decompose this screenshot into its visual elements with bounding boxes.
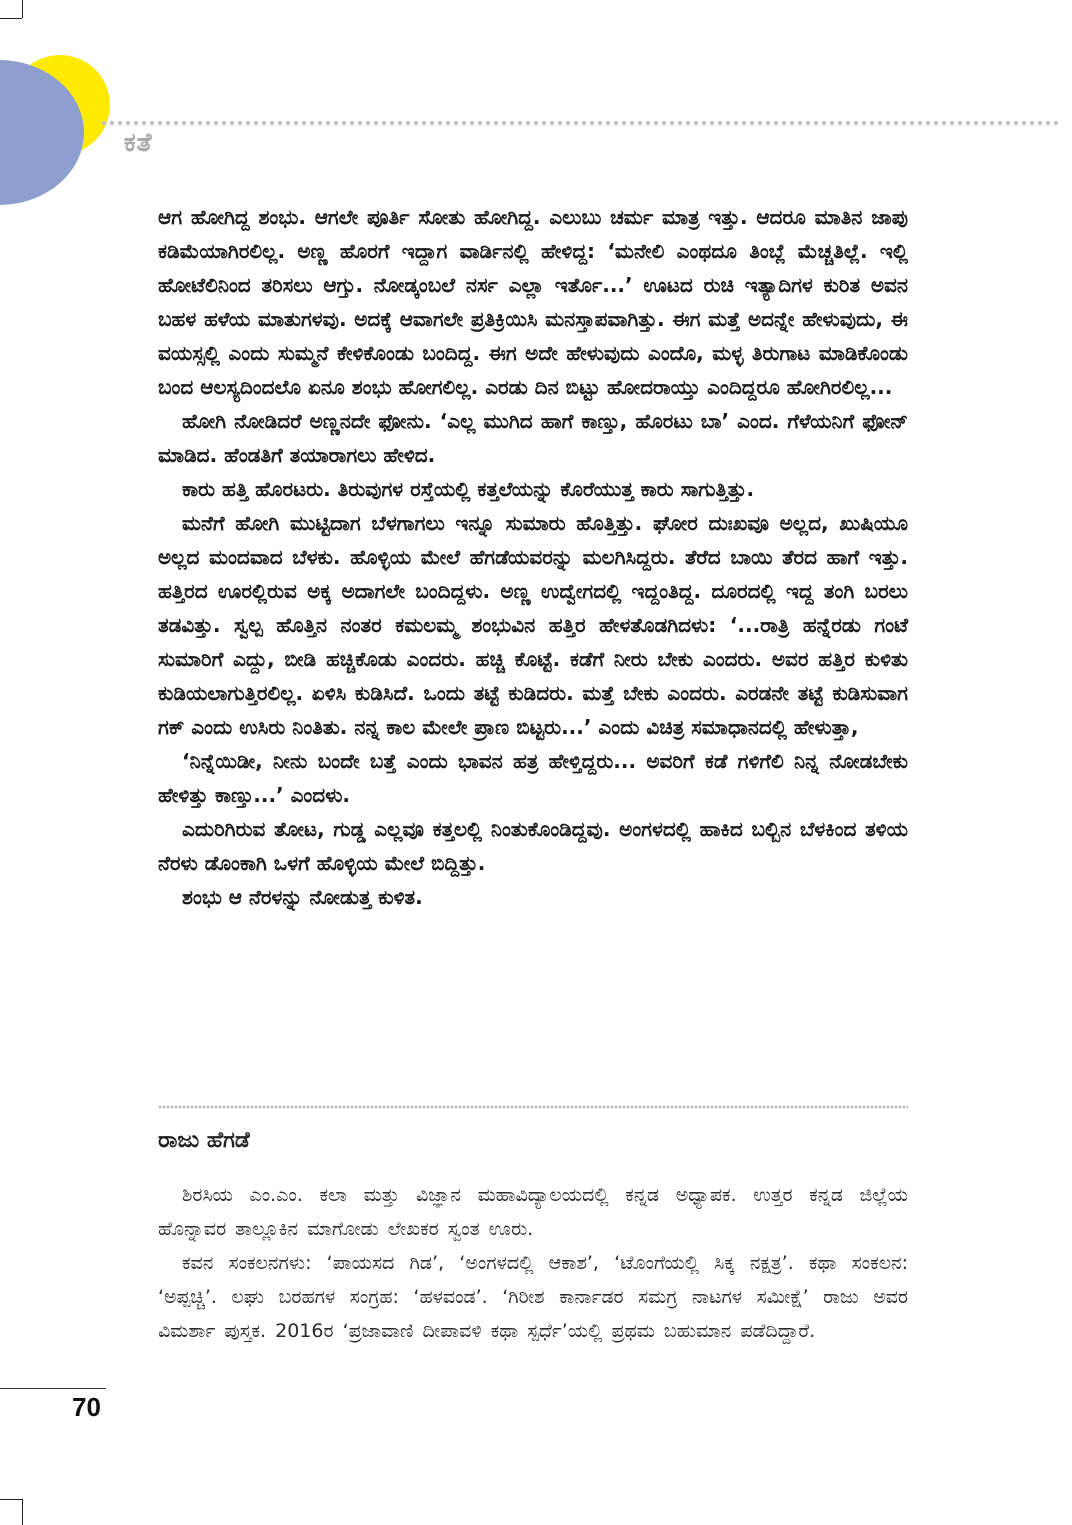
story-paragraph: ಎದುರಿಗಿರುವ ತೋಟ, ಗುಡ್ಡ ಎಲ್ಲವೂ ಕತ್ತಲಲ್ಲಿ ನಿಂತುಕೊಂಡಿದ್ದವು. ಅಂಗಳದಲ್ಲಿ ಹಾಕಿದ ಬಲ್ಬಿನ ಬೆಳಕಿಂದ ತಳಿಯ ನೆರಳು ಡೊಂಕಾಗಿ ಒಳಗೆ ಹೊಳ್ಳಿಯ ಮೇಲೆ ಬಿದ್ದಿತ್ತು.: [158, 817, 908, 875]
crop-mark-top-vertical: [22, 0, 23, 18]
story-paragraph: ಮನೆಗೆ ಹೋಗಿ ಮುಟ್ಟಿದಾಗ ಬೆಳಗಾಗಲು ಇನ್ನೂ ಸುಮಾರು ಹೊತ್ತಿತ್ತು. ಘೋರ ದುಃಖವೂ ಅಲ್ಲದ, ಖುಷಿಯೂ ಅಲ್ಲದ ಮಂದವಾದ ಬೆಳಕು. ಹೊಳ್ಳಿಯ ಮೇಲೆ ಹೆಗಡೆಯವರನ್ನು ಮಲಗಿಸಿದ್ದರು. ತೆರೆದ ಬಾಯಿ ತೆರದ ಹಾಗೆ ಇತ್ತು. ಹತ್ತಿರದ ಊರಲ್ಲಿರುವ ಅಕ್ಕ ಅದಾಗಲೇ ಬಂದಿದ್ದಳು. ಅಣ್ಣ ಉದ್ವೇಗದಲ್ಲಿ ಇದ್ದಂತಿದ್ದ. ದೂರದಲ್ಲಿ ಇದ್ದ ತಂಗಿ ಬರಲು ತಡವಿತ್ತು. ಸ್ವಲ್ಪ ಹೊತ್ತಿನ ನಂತರ ಕಮಲಮ್ಮ ಶಂಭುವಿನ ಹತ್ತಿರ ಹೇಳತೊಡಗಿದಳು: ‘...ರಾತ್ರಿ ಹನ್ನೆರಡು ಗಂಟೆ ಸುಮಾರಿಗೆ ಎದ್ದು, ಬೀಡಿ ಹಚ್ಚಿಕೊಡು ಎಂದರು. ಹಚ್ಚಿ ಕೊಟ್ಟೆ. ಕಡೆಗೆ ನೀರು ಬೇಕು ಎಂದರು. ಅವರ ಹತ್ತಿರ ಕುಳಿತು ಕುಡಿಯಲಾಗುತ್ತಿರಲಿಲ್ಲ. ಏಳಿಸಿ ಕುಡಿಸಿದೆ. ಒಂದು ತಟ್ಟೆ ಕುಡಿದರು. ಮತ್ತೆ ಬೇಕು ಎಂದರು. ಎರಡನೇ ತಟ್ಟೆ ಕುಡಿಸುವಾಗ ಗಕ್ ಎಂದು ಉಸಿರು ನಿಂತಿತು. ನನ್ನ ಕಾಲ ಮೇಲೇ ಪ್ರಾಣ ಬಿಟ್ಟರು...’ ಎಂದು ವಿಚಿತ್ರ ಸಮಾಧಾನದಲ್ಲಿ ಹೇಳುತ್ತಾ,: [158, 511, 908, 739]
page-number: 70: [72, 1392, 101, 1422]
folio-rule: [0, 1388, 106, 1389]
crop-mark-bottom-horizontal: [0, 1499, 22, 1500]
story-paragraph: ‘ನಿನ್ನೆಯಿಡೀ, ನೀನು ಬಂದೇ ಬತ್ತೆ ಎಂದು ಭಾವನ ಹತ್ರ ಹೇಳ್ತಿದ್ದರು... ಅವರಿಗೆ ಕಡೆ ಗಳಿಗೆಲಿ ನಿನ್ನ ನೋಡಬೇಕು ಹೇಳಿತ್ತು ಕಾಣ್ತು...’ ಎಂದಳು.: [158, 749, 908, 807]
story-body: [158, 200, 908, 914]
author-name: ರಾಜು ಹೆಗಡೆ: [158, 1128, 250, 1153]
story-paragraph: ಶಂಭು ಆ ನೆರಳನ್ನು ನೋಡುತ್ತ ಕುಳಿತ.: [182, 885, 423, 909]
story-paragraph: ಹೋಗಿ ನೋಡಿದರೆ ಅಣ್ಣನದೇ ಫೋನು. ‘ಎಲ್ಲ ಮುಗಿದ ಹಾಗೆ ಕಾಣ್ತು, ಹೊರಟು ಬಾ’ ಎಂದ. ಗೆಳೆಯನಿಗೆ ಫೋನ್ ಮಾಡಿದ. ಹೆಂಡತಿಗೆ ತಯಾರಾಗಲು ಹೇಳಿದ.: [158, 409, 908, 467]
crop-mark-bottom-vertical: [22, 1499, 23, 1525]
header-dotted-rule: [100, 120, 1062, 126]
story-paragraph: ಆಗ ಹೋಗಿದ್ದ ಶಂಭು. ಆಗಲೇ ಪೂರ್ತಿ ಸೋತು ಹೋಗಿದ್ದ. ಎಲುಬು ಚರ್ಮ ಮಾತ್ರ ಇತ್ತು. ಆದರೂ ಮಾತಿನ ಜಾಪು ಕಡಿಮೆಯಾಗಿರಲಿಲ್ಲ. ಅಣ್ಣ ಹೊರಗೆ ಇದ್ದಾಗ ವಾರ್ಡಿನಲ್ಲಿ ಹೇಳಿದ್ದ: ‘ಮನೇಲಿ ಎಂಥದೂ ತಿಂಬ್ಲೆ ಮೆಚ್ಚತಿಲ್ಲೆ. ಇಲ್ಲಿ ಹೋಟೆಲಿನಿಂದ ತರಿಸಲು ಆಗ್ತು. ನೋಡ್ಕಂಬಲೆ ನರ್ಸ ಎಲ್ಲಾ ಇರ್ತೊ...’ ಊಟದ ರುಚಿ ಇತ್ಯಾದಿಗಳ ಕುರಿತ ಅವನ ಬಹಳ ಹಳೆಯ ಮಾತುಗಳವು. ಅದಕ್ಕೆ ಆವಾಗಲೇ ಪ್ರತಿಕ್ರಿಯಿಸಿ ಮನಸ್ತಾಪವಾಗಿತ್ತು. ಈಗ ಮತ್ತೆ ಅದನ್ನೇ ಹೇಳುವುದು, ಈ ವಯಸ್ಸಲ್ಲಿ ಎಂದು ಸುಮ್ಮನೆ ಕೇಳಿಕೊಂಡು ಬಂದಿದ್ದ. ಈಗ ಅದೇ ಹೇಳುವುದು ಎಂದೊ, ಮಳ್ಳ ತಿರುಗಾಟ ಮಾಡಿಕೊಂಡು ಬಂದ ಆಲಸ್ಯದಿಂದಲೊ ಏನೂ ಶಂಭು ಹೋಗಲಿಲ್ಲ. ಎರಡು ದಿನ ಬಿಟ್ಟು ಹೋದರಾಯ್ತು ಎಂದಿದ್ದರೂ ಹೋಗಿರಲಿಲ್ಲ...: [158, 205, 908, 399]
section-label: ಕತೆ: [124, 128, 153, 158]
bio-paragraph: ಕವನ ಸಂಕಲನಗಳು: ‘ಪಾಯಸದ ಗಿಡ’, ‘ಅಂಗಳದಲ್ಲಿ ಆಕಾಶ’, ‘ಟೊಂಗೆಯಲ್ಲಿ ಸಿಕ್ಕ ನಕ್ಷತ್ರ’. ಕಥಾ ಸಂಕಲನ: ‘ಅಪ್ಪಚ್ಚಿ’. ಲಘು ಬರಹಗಳ ಸಂಗ್ರಹ: ‘ಹಳವಂಡ’. ‘ಗಿರೀಶ ಕಾರ್ನಾಡರ ಸಮಗ್ರ ನಾಟಗಳ ಸಮೀಕ್ಷೆ’ ರಾಜು ಅವರ ವಿಮರ್ಶಾ ಪುಸ್ತಕ. 2016ರ ‘ಪ್ರಜಾವಾಣಿ ದೀಪಾವಳಿ ಕಥಾ ಸ್ಪರ್ಧೆ’ಯಲ್ಲಿ ಪ್ರಥಮ ಬಹುಮಾನ ಪಡೆದಿದ್ದಾರೆ.: [158, 1252, 908, 1342]
crop-mark-top-horizontal: [0, 18, 22, 19]
section-divider: [158, 1105, 908, 1109]
story-paragraph: ಕಾರು ಹತ್ತಿ ಹೊರಟರು. ತಿರುವುಗಳ ರಸ್ತೆಯಲ್ಲಿ ಕತ್ತಲೆಯನ್ನು ಕೊರೆಯುತ್ತ ಕಾರು ಸಾಗುತ್ತಿತ್ತು.: [182, 477, 755, 501]
author-bio: [158, 1178, 908, 1348]
bio-paragraph: ಶಿರಸಿಯ ಎಂ.ಎಂ. ಕಲಾ ಮತ್ತು ವಿಜ್ಞಾನ ಮಹಾವಿದ್ಯಾಲಯದಲ್ಲಿ ಕನ್ನಡ ಅಧ್ಯಾಪಕ. ಉತ್ತರ ಕನ್ನಡ ಜಿಲ್ಲೆಯ ಹೊನ್ನಾವರ ತಾಲ್ಲೂಕಿನ ಮಾಗೋಡು ಲೇಖಕರ ಸ್ವಂತ ಊರು.: [158, 1184, 908, 1240]
